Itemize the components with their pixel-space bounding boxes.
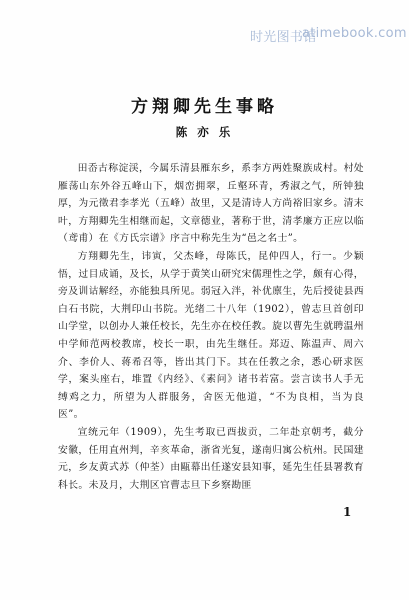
article-title: 方翔卿先生事略: [131, 97, 278, 117]
page-number: 1: [343, 505, 352, 519]
article-body: [58, 160, 364, 494]
watermark-site-name: 时光图书馆: [250, 30, 317, 45]
watermark-site-url: atimebook.com: [302, 26, 407, 41]
paragraph-3: 宣统元年（1909），先生考取已酉拔贡，二年赴京朝考，截分安徽，任用直州判，辛亥革命，浙省光复，遂南归寓公杭州。民国建元，乡友黄式苏（仲荃）由甌幕出任遂安县知事，延先生任县署教育科长。未及月，大荆区官曹志旦下乡察勘匪: [58, 426, 364, 491]
article-author: 陈 亦 乐: [175, 125, 234, 139]
paragraph-2: 方翔卿先生，讳寅，父杰峰，母陈氏，昆仲四人，行一。少颖悟，过目成诵，及长，从学于黄笑山研究宋儒理性之学，颇有心得，旁及训诂解经，亦能独具所见。弱冠入泮，补优廪生，先后授徒县西白石书院，大荆印山书院。光绪二十八年（1902），曾志旦首创印山学堂，以创办人兼任校长，先生亦在校任教。旋以曹先生就聘温州中学师范两校教席，校长一职，由先生继任。郑迈、陈温声、周六介、李价人、蒋希召等，皆出其门下。其在任教之余，悉心研求医学，案头座右，堆置《内经》、《素问》诸书若富。尝言读书人手无缚鸡之力，所望为人群服务，舍医无他道，“不为良相，当为良医”。: [58, 250, 364, 421]
paragraph-1: 田岙古称淀渓，今属乐清县雁东乡，系李方两姓聚族成村。村处雁荡山东外谷五峰山下，烟峦拥翠，丘壑环青，秀淑之气，所钟独厚，为元徵君李孝光（五峰）故里，又是清诗人方尚裕旧家乡。清末叶，方翔卿先生相继而起，文章德业，著称于世，清孝廉方正应以临（鸢甫）在《方氏宗谱》序言中称先生为“邑之名士”。: [58, 163, 364, 245]
